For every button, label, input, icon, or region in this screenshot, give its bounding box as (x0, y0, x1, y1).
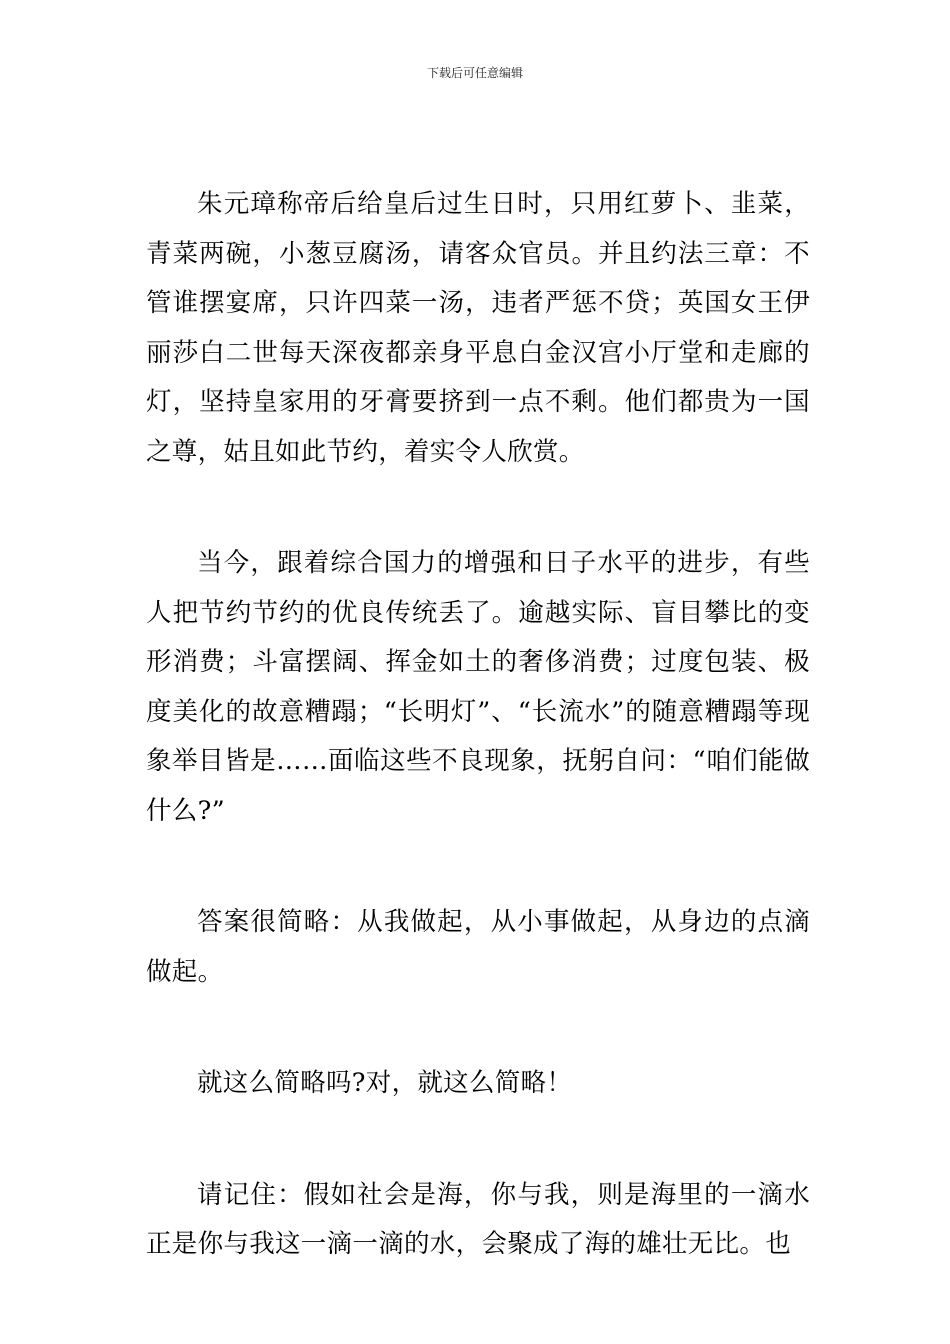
paragraph-2: 当今，跟着综合国力的增强和日子水平的进步，有些人把节约节约的优良传统丢了。逾越实际、盲目攀比的变形消费；斗富摆阔、挥金如土的奢侈消费；过度包装、极度美化的故意糟蹋；“长明灯”、“长流水”的随意糟蹋等现象举目皆是……面临这些不良现象，抚躬自问：“咱们能做什么?” (146, 548, 810, 826)
paragraph-5: 请记住：假如社会是海，你与我，则是海里的一滴水正是你与我这一滴一滴的水，会聚成了海的雄壮无比。也 (146, 1179, 810, 1259)
paragraph-1: 朱元璋称帝后给皇后过生日时，只用红萝卜、韭菜，青菜两碗，小葱豆腐汤，请客众官员。并且约法三章：不管谁摆宴席，只许四菜一汤，违者严惩不贷；英国女王伊丽莎白二世每天深夜都亲身平息白金汉宫小厅堂和走廊的灯，坚持皇家用的牙膏要挤到一点不剩。他们都贵为一国之尊，姑且如此节约，着实令人欣赏。 (146, 189, 810, 467)
paragraph-4: 就这么简略吗?对，就这么简略！ (197, 1068, 573, 1098)
paragraph-3: 答案很简略：从我做起，从小事做起，从身边的点滴做起。 (146, 907, 810, 987)
page-header: 下载后可任意编辑 (426, 66, 523, 80)
document-body (146, 180, 810, 1270)
